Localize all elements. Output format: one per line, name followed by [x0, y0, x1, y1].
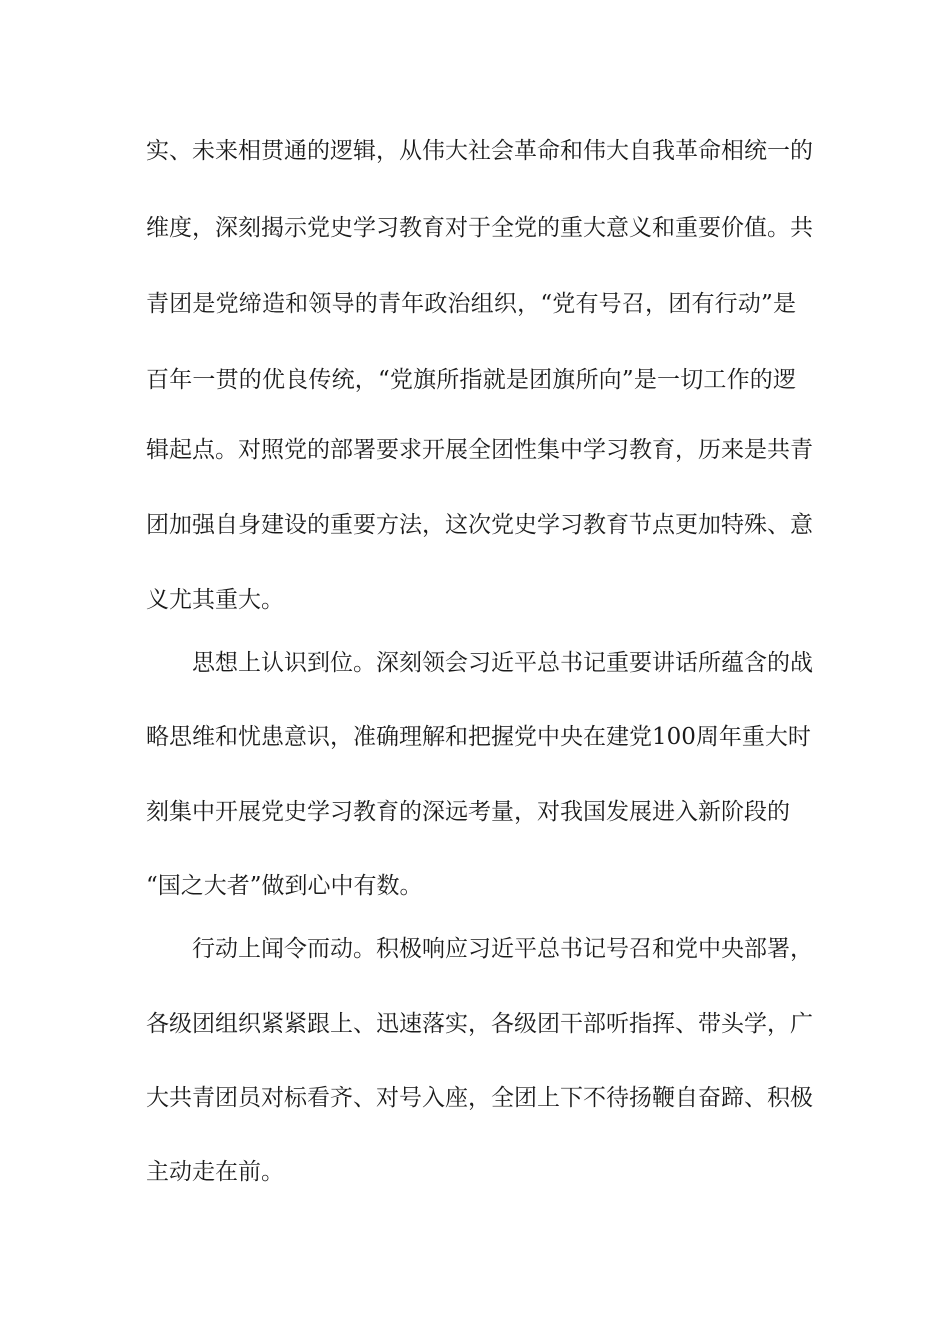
text-line: 义尤其重大。: [146, 587, 284, 613]
text-line: 刻集中开展党史学习教育的深远考量，对我国发展进入新阶段的: [146, 799, 790, 825]
text-line: 实、未来相贯通的逻辑，从伟大社会革命和伟大自我革命相统一的: [146, 138, 813, 164]
text-line: 大共青团员对标看齐、对号入座，全团上下不待扬鞭自奋蹄、积极: [146, 1085, 813, 1111]
text-line: 各级团组织紧紧跟上、迅速落实，各级团干部听指挥、带头学，广: [146, 1011, 813, 1037]
text-line: “国之大者”做到心中有数。: [146, 873, 423, 899]
paragraph-first-line: 行动上闻令而动。积极响应习近平总书记号召和党中央部署，: [192, 936, 813, 962]
text-line: 青团是党缔造和领导的青年政治组织，“党有号召，团有行动”是: [146, 291, 796, 317]
text-line: 主动走在前。: [146, 1159, 284, 1185]
paragraph-first-line: 思想上认识到位。深刻领会习近平总书记重要讲话所蕴含的战: [192, 650, 813, 676]
text-line: 团加强自身建设的重要方法，这次党史学习教育节点更加特殊、意: [146, 512, 813, 538]
text-line: 辑起点。对照党的部署要求开展全团性集中学习教育，历来是共青: [146, 437, 813, 463]
text-line: 维度，深刻揭示党史学习教育对于全党的重大意义和重要价值。共: [146, 215, 813, 241]
text-line: 略思维和忧患意识，准确理解和把握党中央在建党100周年重大时: [146, 724, 811, 750]
text-line: 百年一贯的优良传统，“党旗所指就是团旗所向”是一切工作的逻: [146, 367, 796, 393]
